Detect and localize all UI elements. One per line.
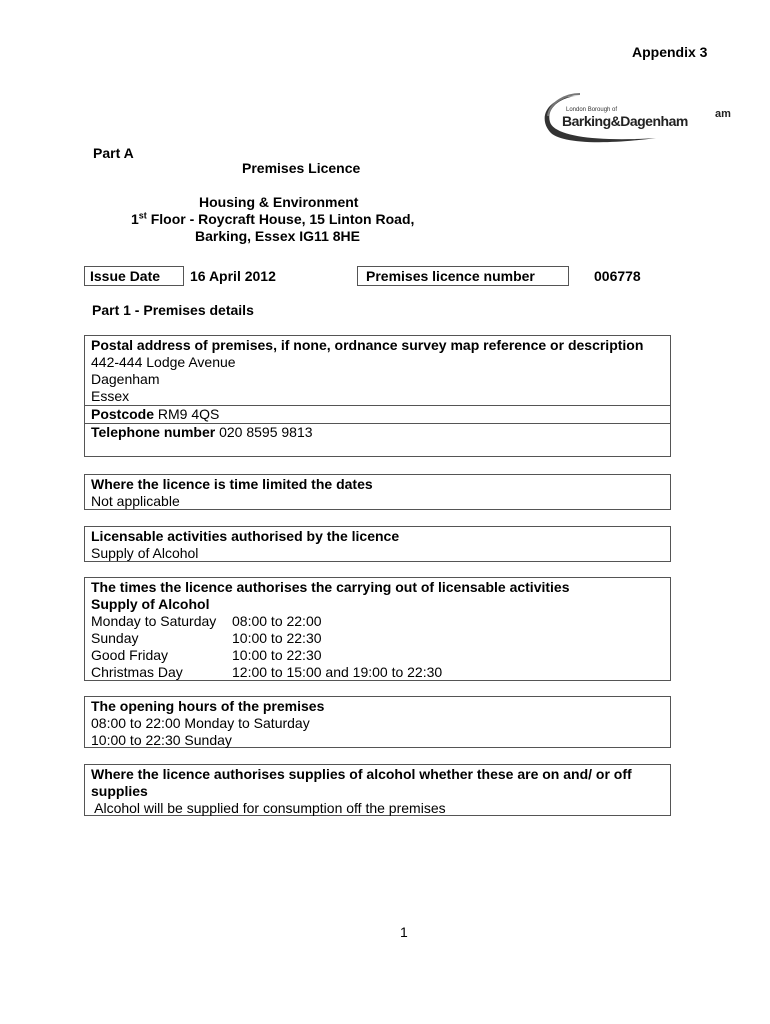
premises-address-line: Dagenham [91,371,160,387]
licence-times-row [91,647,664,664]
licence-times-hours: 08:00 to 22:00 [232,613,322,629]
licensable-activities-heading: Licensable activities authorised by the licence [91,528,400,544]
logo-main-text: Barking&Dagenham [562,113,688,129]
postcode-value: RM9 4QS [154,406,220,422]
premises-address-line: 442-444 Lodge Avenue [91,354,236,370]
licence-times-hours: 10:00 to 22:30 [232,647,322,663]
alcohol-supplies-value: Alcohol will be supplied for consumption off the premises [91,800,446,816]
licensable-activities-box [84,526,671,562]
licence-times-day: Christmas Day [91,664,183,680]
licence-times-hours: 10:00 to 22:30 [232,630,322,646]
licence-times-day: Sunday [91,630,139,646]
part-a-label: Part A [93,145,134,161]
logo-suffix-text: am [715,108,731,120]
alcohol-supplies-box [84,764,671,816]
licensable-activities-value: Supply of Alcohol [91,545,199,561]
time-limited-heading: Where the licence is time limited the dates [91,476,373,492]
opening-hours-heading: The opening hours of the premises [91,698,325,714]
telephone-row [85,423,670,441]
logo-small-text: London Borough of [566,107,618,113]
department-name: Housing & Environment [199,194,359,210]
licence-times-heading: The times the licence authorises the carrying out of licensable activities [91,579,570,595]
telephone-label: Telephone number [91,424,216,440]
council-logo [536,88,736,148]
licence-times-subheading: Supply of Alcohol [91,596,210,612]
part1-heading: Part 1 - Premises details [92,302,254,318]
time-limited-box [84,474,671,510]
premises-address-box [84,335,671,457]
licence-times-box [84,577,671,681]
postcode-label: Postcode [91,406,155,422]
telephone-value: 020 8595 9813 [215,424,313,440]
licence-times-row [91,664,664,681]
premises-licence-number-label: Premises licence number [357,266,569,286]
page-number: 1 [400,924,408,940]
opening-hours-line: 08:00 to 22:00 Monday to Saturday [91,715,310,731]
alcohol-supplies-heading: Where the licence authorises supplies of alcohol whether these are on and/ or off supplies [91,766,632,799]
document-title: Premises Licence [242,160,361,176]
licence-times-day: Good Friday [91,647,169,663]
time-limited-value: Not applicable [91,493,180,509]
appendix-label: Appendix 3 [632,44,708,60]
licence-times-hours: 12:00 to 15:00 and 19:00 to 22:30 [232,664,443,680]
premises-licence-number-value: 006778 [594,268,641,284]
postcode-row [85,405,670,423]
issue-date-value: 16 April 2012 [190,268,276,284]
licence-times-row [91,613,664,630]
department-address-line1: 1st Floor - Roycraft House, 15 Linton Road, [131,210,415,227]
premises-address-line: Essex [91,388,130,404]
opening-hours-box [84,696,671,748]
licence-times-row [91,630,664,647]
opening-hours-line: 10:00 to 22:30 Sunday [91,732,232,748]
premises-address-heading: Postal address of premises, if none, ordnance survey map reference or description [91,337,644,353]
licence-times-day: Monday to Saturday [91,613,217,629]
department-address-line2: Barking, Essex IG11 8HE [195,228,360,244]
issue-date-label: Issue Date [84,266,184,286]
